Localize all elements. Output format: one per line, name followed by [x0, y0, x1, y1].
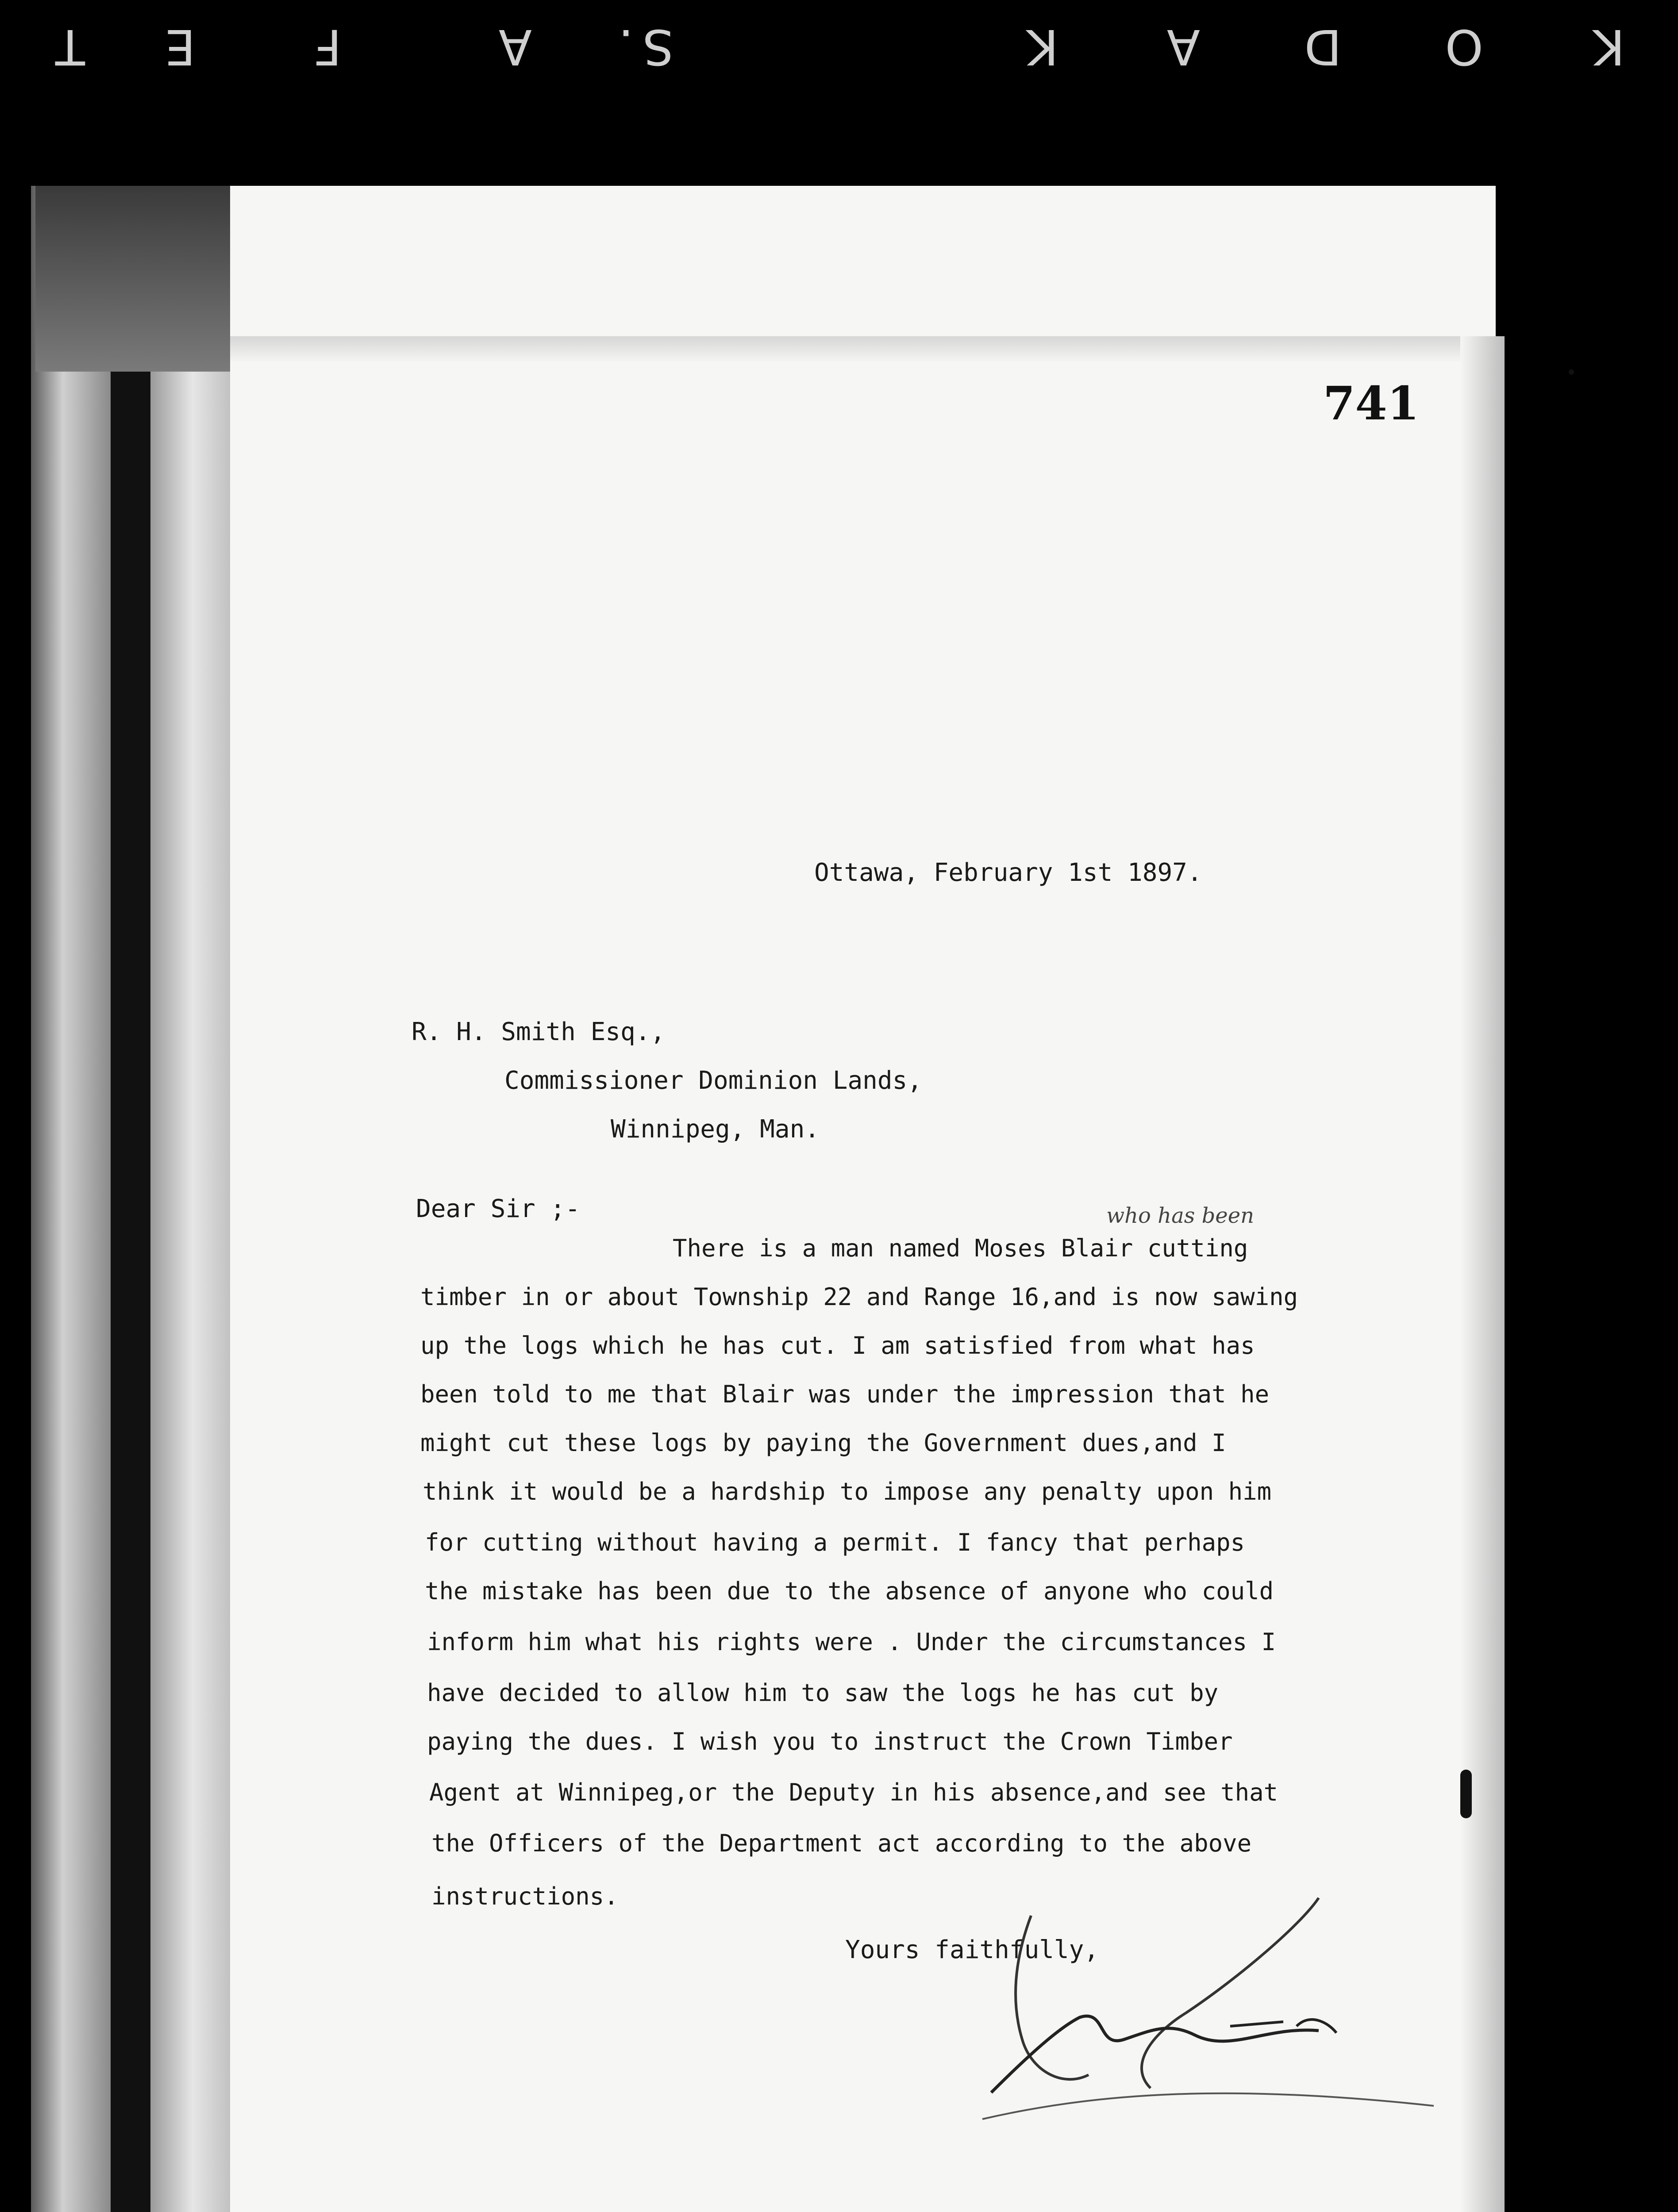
- edge-letter: T: [46, 19, 85, 75]
- edge-letter: .: [609, 19, 634, 75]
- body-line: might cut these logs by paying the Government dues,and I: [420, 1429, 1226, 1457]
- right-page-shadow: [1460, 336, 1505, 2212]
- left-page-corner: [35, 186, 230, 372]
- page-number: 741: [1323, 376, 1420, 430]
- body-line: up the logs which he has cut. I am satisfied from what has: [420, 1332, 1255, 1359]
- body-line: for cutting without having a permit. I fancy that perhaps: [425, 1528, 1245, 1556]
- body-line: the mistake has been due to the absence of anyone who could: [425, 1577, 1274, 1605]
- body-line: have decided to allow him to saw the logs he has cut by: [427, 1679, 1219, 1707]
- recipient-title: Commissioner Dominion Lands,: [504, 1066, 923, 1095]
- body-line: inform him what his rights were . Under the circumstances I: [427, 1628, 1276, 1656]
- body-line: instructions.: [431, 1882, 619, 1910]
- body-line: paying the dues. I wish you to instruct the Crown Timber: [427, 1728, 1233, 1755]
- paper-fold: [230, 336, 1496, 363]
- edge-letter: A: [489, 19, 532, 75]
- dateline: Ottawa, February 1st 1897.: [814, 858, 1202, 887]
- body-line: Agent at Winnipeg,or the Deputy in his absence,and see that: [429, 1778, 1278, 1806]
- handwritten-annotation: who has been: [1106, 1203, 1255, 1228]
- body-line: been told to me that Blair was under the impression that he: [420, 1380, 1270, 1408]
- body-line: think it would be a hardship to impose any penalty upon him: [423, 1478, 1272, 1505]
- film-edge-text: [0, 9, 1678, 88]
- body-line: timber in or about Township 22 and Range 16,and is now sawing: [420, 1283, 1298, 1311]
- film-edge: [0, 0, 1678, 186]
- handwritten-signature: [920, 1880, 1451, 2146]
- edge-letter: S: [634, 19, 674, 75]
- recipient-place: Winnipeg, Man.: [611, 1115, 820, 1144]
- edge-letter: K: [1584, 19, 1625, 75]
- edge-letter: F: [304, 19, 342, 75]
- left-page-edge-inner: [150, 345, 235, 2212]
- body-line: There is a man named Moses Blair cutting: [673, 1234, 1248, 1262]
- body-line: the Officers of the Department act according to the above: [431, 1829, 1252, 1857]
- edge-letter: A: [1158, 19, 1200, 75]
- edge-letter: K: [1017, 19, 1058, 75]
- speck: [1569, 369, 1574, 375]
- salutation: Dear Sir ;-: [416, 1194, 580, 1223]
- closing: Yours faithfully,: [845, 1936, 1099, 1964]
- edge-letter: D: [1295, 19, 1342, 75]
- left-page-edge: [31, 186, 111, 2212]
- edge-letter: O: [1436, 19, 1483, 75]
- recipient-name: R. H. Smith Esq.,: [412, 1018, 666, 1046]
- left-page-shadow: [111, 186, 150, 2212]
- edge-letter: E: [156, 19, 196, 75]
- speck: [1460, 1770, 1472, 1818]
